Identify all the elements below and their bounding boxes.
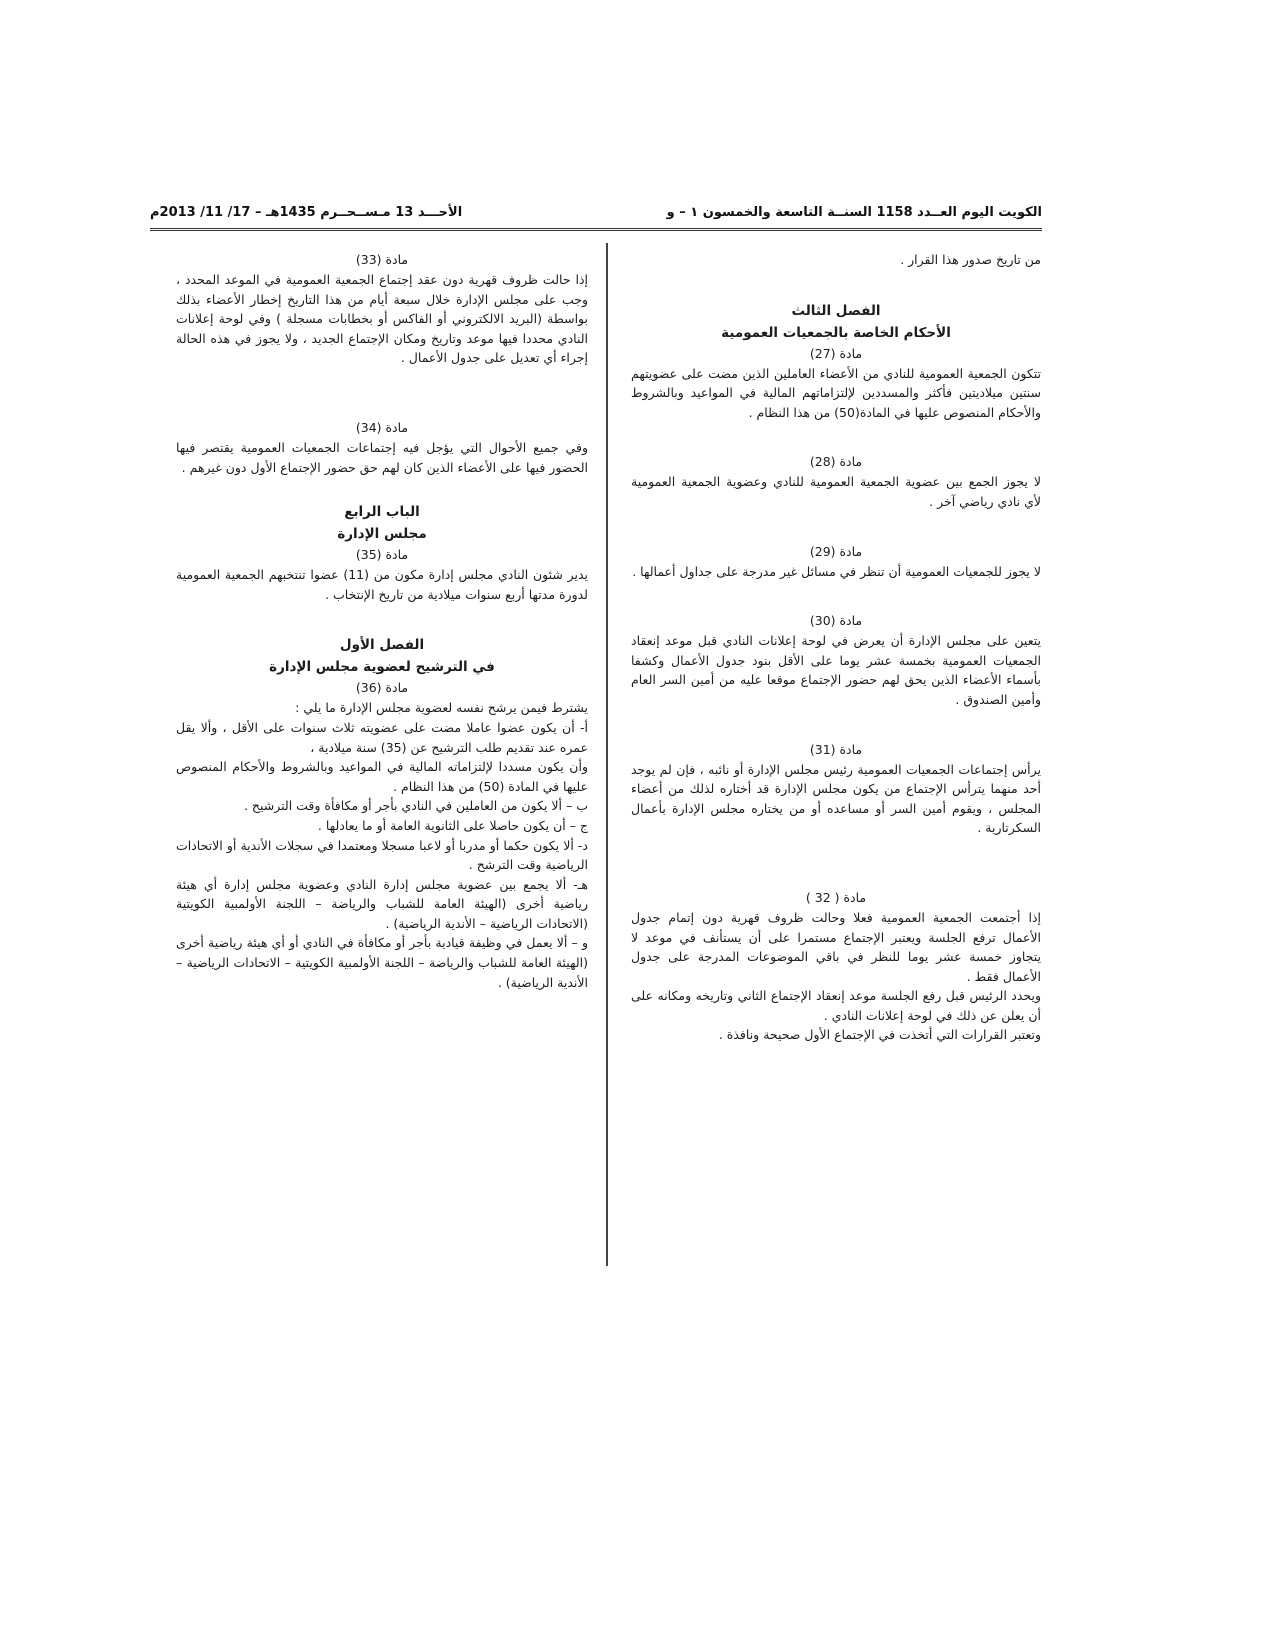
- article-30-title: مادة (30): [809, 613, 863, 629]
- article-32-text-1: إذا أجتمعت الجمعية العمومية فعلا وحالت ظروف قهرية دون إتمام جدول الأعمال ترفع الجلسة ويعتبر الإجتماع مستمرا على أن يستأنف في موعد لا يتجاوز خمسة عشر يوما للنظر في باقي الموضوعات المدرجة على جدول الأعمال فقط .: [631, 909, 1041, 984]
- article-29-title: مادة (29): [809, 543, 863, 559]
- article-36-item-a: أ- أن يكون عضوا عاملا مضت على عضويته ثلاث سنوات على الأقل ، وألا يقل عمره عند تقديم طلب الترشيح عن (35) سنة ميلادية ،: [176, 719, 588, 755]
- article-34-title: مادة (34): [355, 419, 409, 435]
- article-36-item-b: ب – ألا يكون من العاملين في النادي بأجر أو مكافأة وقت الترشيح .: [243, 798, 588, 814]
- article-36-item-e: هـ- ألا يجمع بين عضوية مجلس إدارة النادي وعضوية مجلس إدارة أي هيئة رياضية أخرى (الهيئة العامة للشباب والرياضة – اللجنة الأولمبية الكويتية (الاتحادات الرياضية – الأندية الرياضية) .: [176, 876, 588, 931]
- chapter-subtitle: الأحكام الخاصة بالجمعيات العمومية: [721, 324, 951, 341]
- article-32-title: مادة ( 32 ): [805, 889, 867, 905]
- article-35-title: مادة (35): [355, 547, 409, 563]
- article-30-text: يتعين على مجلس الإدارة أن يعرض في لوحة إعلانات النادي قبل موعد إنعقاد الجمعيات العمومية بخمسة عشر يوما على الأقل بنود جدول الأعمال وكشفا بأسماء الأعضاء الذين يحق لهم حضور الإجتماع موقعا عليه من أمين السر العام وأمين الصندوق .: [631, 633, 1041, 707]
- header-publication-info: الكويت اليوم العــدد 1158 السنــة التاسعة والخمسون ١ – و: [666, 205, 1042, 220]
- article-28-title: مادة (28): [809, 454, 863, 470]
- article-35-text: يدير شئون النادي مجلس إدارة مكون من (11) عضوا تنتخبهم الجمعية العمومية لدورة مدتها أربع سنوات ميلادية من تاريخ الإنتخاب .: [176, 567, 588, 602]
- intro-line: من تاريخ صدور هذا القرار .: [900, 252, 1041, 267]
- article-27-title: مادة (27): [809, 345, 863, 361]
- left-column: [176, 250, 588, 992]
- article-34-text: وفي جميع الأحوال التي يؤجل فيه إجتماعات الجمعيات العمومية يقتصر فيها الحضور فيها على الأعضاء الذين كان لهم حق حضور الإجتماع الأول دون غيرهم .: [176, 439, 588, 475]
- article-33-title: مادة (33): [355, 252, 409, 267]
- article-31-title: مادة (31): [809, 741, 863, 757]
- chapter-subtitle: في الترشيح لعضوية مجلس الإدارة: [269, 659, 495, 676]
- article-27-text: تتكون الجمعية العمومية للنادي من الأعضاء العاملين الذين مضت على عضويتهم سنتين ميلاديتين فأكثر والمسددين لإلتزاماتهم المالية في المواعيد وبالشروط والأحكام المنصوص عليها في المادة(50) من هذا النظام .: [631, 365, 1041, 420]
- chapter-title: الفصل الأول: [339, 637, 425, 654]
- article-32-text-2: ويحدد الرئيس قبل رفع الجلسة موعد إنعقاد الإجتماع الثاني وتاريخه ومكانه على أن يعلن عن ذلك في لوحة إعلانات النادي .: [631, 988, 1041, 1023]
- column-divider: [606, 243, 608, 1266]
- article-33-text: إذا حالت ظروف قهرية دون عقد إجتماع الجمعية العمومية في الموعد المحدد ، وجب على مجلس الإدارة خلال سبعة أيام من هذا التاريخ إخطار الأعضاء بذلك بواسطة (البريد الالكتروني أو الفاكس أو بخطابات مسجلة ) وفي لوحة إعلانات النادي محددا فيها موعد وتاريخ ومكان الإجتماع الجديد ، ولا يجوز في هذه الحالة إجراء أي تعديل على جدول الأعمال .: [176, 272, 588, 366]
- part-title: الباب الرابع: [344, 504, 420, 521]
- article-29-text: لا يجوز للجمعيات العمومية أن تنظر في مسائل غير مدرجة على جداول أعمالها .: [632, 563, 1041, 579]
- part-subtitle: مجلس الإدارة: [337, 526, 427, 543]
- article-36-item-d: د- ألا يكون حكما أو مدربا أو لاعبا مسجلا ومعتمدا في سجلات الأندية أو الاتحادات الرياضية وقت الترشح .: [176, 837, 588, 873]
- article-31-text: يرأس إجتماعات الجمعيات العمومية رئيس مجلس الإدارة أو نائبه ، فإن لم يوجد أحد منهما يترأس الإجتماع من يكون مجلس الإدارة قد أختاره لذلك من أعضاء المجلس ، ويقوم أمين السر أو مساعده أو من يختاره مجلس الإدارة بأعمال السكرتارية .: [631, 761, 1041, 836]
- article-36-item-c: ج – أن يكون حاصلا على الثانوية العامة أو ما يعادلها .: [317, 817, 588, 833]
- page-header: [150, 203, 1042, 227]
- right-column: [631, 250, 1041, 1045]
- article-28-text: لا يجوز الجمع بين عضوية الجمعية العمومية للنادي وعضوية الجمعية العمومية لأي نادي رياضي آخر .: [631, 474, 1041, 509]
- article-32-text-3: وتعتبر القرارات التي أتخذت في الإجتماع الأول صحيحة ونافذة .: [718, 1027, 1041, 1043]
- article-36-intro: يشترط فيمن يرشح نفسه لعضوية مجلس الإدارة ما يلي :: [295, 700, 588, 716]
- article-36-item-f: و – ألا يعمل في وظيفة قيادية بأجر أو مكافأة في النادي أو أي هيئة رياضية أخرى (الهيئة العامة للشباب والرياضة – اللجنة الأولمبية الكويتية – الاتحادات الرياضية – الأندية الرياضية) .: [176, 935, 588, 990]
- chapter-title: الفصل الثالث: [791, 302, 881, 319]
- header-divider: [150, 228, 1042, 231]
- header-date: الأحـــد 13 مـســحــرم 1435هـ – 17/ 11/ 2013م: [150, 205, 463, 220]
- article-36-item-a-cont: وأن يكون مسددا لإلتزاماته المالية في المواعيد وبالشروط والأحكام المنصوص عليها في المادة (50) من هذا النظام .: [176, 759, 588, 794]
- article-36-title: مادة (36): [355, 680, 409, 696]
